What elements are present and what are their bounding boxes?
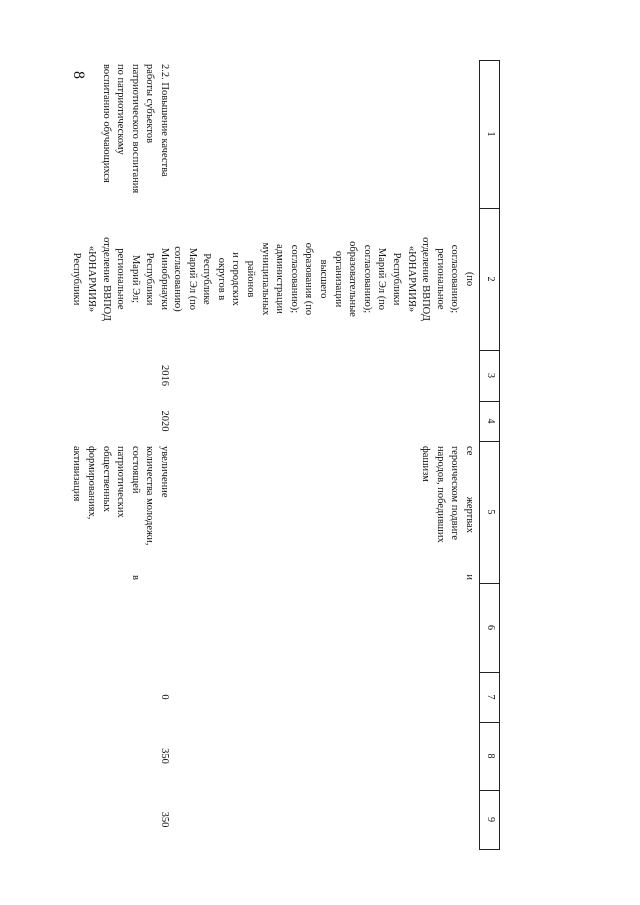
cell-line: (по <box>464 271 475 287</box>
cell-line: Республике <box>201 253 213 305</box>
column-divider <box>480 849 500 850</box>
cell-line <box>127 446 142 580</box>
cell-line: воспитанию обучающихся <box>100 64 112 183</box>
responsible-executors-continued <box>170 208 476 350</box>
cell-line: региональное <box>115 248 127 310</box>
cell-line: 2.2. Повышение качества <box>159 64 170 177</box>
cell-line: «ЮНАРМИЯ» <box>405 245 417 313</box>
cell-line: региональное <box>434 248 446 310</box>
cell-line: Республики <box>144 252 156 306</box>
cell-line: округов в <box>215 257 227 301</box>
cell-line: согласованию); <box>449 244 461 314</box>
column-number-1: 1 <box>485 131 496 137</box>
cell-line: народов, победивших <box>434 446 446 543</box>
cell-line: Минобрнауки <box>159 247 170 311</box>
rotated-table <box>71 60 500 850</box>
column-number-7: 7 <box>485 694 496 700</box>
cell-line: Марий Эл; <box>129 254 141 304</box>
cell-word: состоящей <box>129 446 141 494</box>
cell-line: согласованию); <box>361 244 373 314</box>
page-number: 8 <box>70 71 87 79</box>
cell-line: отделение ВВПОД <box>100 237 112 321</box>
cell-line: героическом подвиге <box>449 446 461 541</box>
column-number-6: 6 <box>485 625 496 630</box>
column-number-8: 8 <box>485 753 496 759</box>
cell-word: и <box>464 574 475 580</box>
cell-line <box>461 446 476 580</box>
cell-line: активизация <box>71 446 83 502</box>
cell-line: патриотического воспитания <box>129 64 141 194</box>
cell-line: высшего <box>318 259 330 299</box>
column-number-3: 3 <box>485 373 496 378</box>
end-year: 2020 <box>159 410 170 432</box>
cell-line: работы субъектов <box>144 64 156 144</box>
cell-word: се <box>464 446 475 456</box>
responsible-executors-2-2 <box>69 208 171 350</box>
cell-line: согласованию) <box>172 246 184 312</box>
cell-line: фашизм <box>420 446 432 482</box>
cell-line: образования (по <box>303 242 315 316</box>
cell-line: патриотических <box>115 446 127 518</box>
column-number-5: 5 <box>485 509 496 515</box>
cell-line: «ЮНАРМИЯ» <box>86 245 98 313</box>
cell-line: общественных <box>100 446 112 512</box>
cell-line: согласованию); <box>288 244 300 314</box>
start-year: 2016 <box>159 365 170 386</box>
expected-result-continued <box>418 446 476 580</box>
cell-line: образовательные <box>347 241 359 317</box>
cell-line: районов <box>245 260 257 298</box>
column-number-4: 4 <box>485 418 496 424</box>
cell-line: отделение ВВПОД <box>420 237 432 321</box>
indicator-value-col9: 350 <box>159 811 170 828</box>
indicator-value-col8: 350 <box>159 748 170 764</box>
expected-result-2-2 <box>69 446 171 580</box>
measure-name-2-2 <box>98 64 171 208</box>
cell-line: количества молодежи, <box>144 446 156 546</box>
cell-line: Марий Эл (по <box>376 247 388 311</box>
cell-line: по патриотическому <box>115 64 127 155</box>
header-bottom-border <box>479 60 480 850</box>
cell-line: и городских <box>230 252 242 306</box>
cell-line: Марий Эл (по <box>186 247 198 311</box>
cell-line: формированиях, <box>86 446 98 520</box>
cell-line: Республики <box>391 252 403 306</box>
table-top-border <box>499 60 500 850</box>
cell-line: организации <box>332 250 344 308</box>
cell-line: увеличение <box>159 446 170 498</box>
column-number-9: 9 <box>485 817 496 822</box>
column-number-2: 2 <box>485 276 496 282</box>
cell-line: муниципальных <box>259 242 271 316</box>
cell-word: жертвах <box>464 496 475 534</box>
cell-line: администрации <box>274 244 286 314</box>
indicator-value-col7: 0 <box>159 694 170 700</box>
cell-word: в <box>129 575 141 580</box>
cell-line: Республики <box>71 252 83 306</box>
